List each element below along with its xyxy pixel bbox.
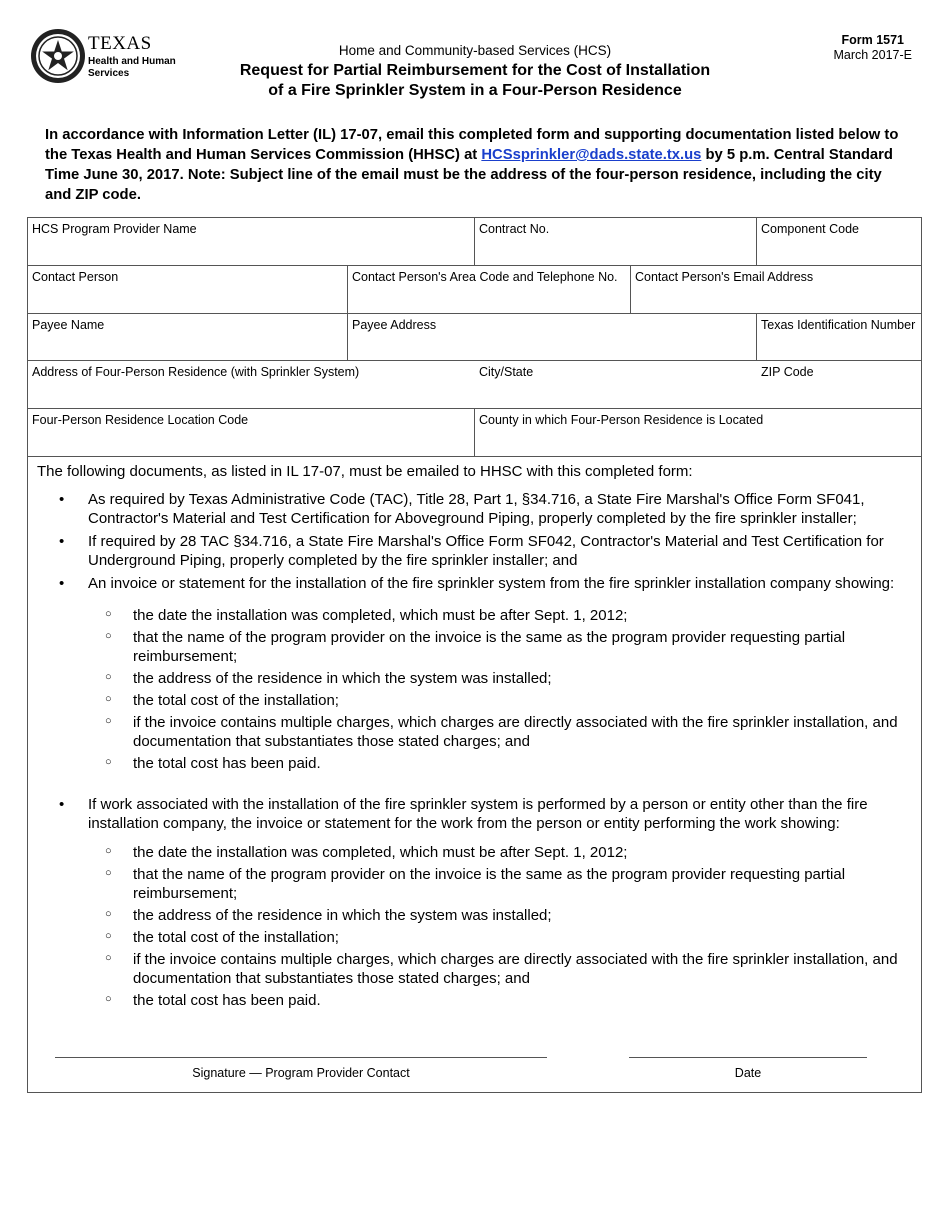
list-item bbox=[88, 843, 907, 862]
provider-name-field[interactable] bbox=[27, 217, 474, 265]
list-item bbox=[88, 906, 907, 925]
hhsc-email-link[interactable]: HCSsprinkler@dads.state.tx.us bbox=[481, 147, 702, 163]
requirement-text: the total cost has been paid. bbox=[133, 755, 321, 772]
requirement-text: the date the installation was completed, which must be after Sept. 1, 2012; bbox=[133, 607, 628, 624]
county-field[interactable] bbox=[474, 408, 922, 456]
payee-name-field[interactable] bbox=[27, 313, 347, 360]
instructions-text-1: In accordance with Information Letter (IL) 17-07, email this completed form and supporting documentation listed below to the Texas Health and Human Services Commission (HHSC) at bbox=[45, 127, 899, 163]
contact-email-label: Contact Person's Email Address bbox=[635, 270, 814, 284]
requirement-text: if the invoice contains multiple charges, which charges are directly associated with the fire sprinkler installation, and documentation that substantiates those stated charges; and bbox=[133, 951, 898, 987]
list-item bbox=[37, 795, 907, 1010]
circle-bullet-icon: ○ bbox=[105, 952, 112, 964]
list-item bbox=[37, 490, 907, 528]
list-item bbox=[37, 574, 907, 791]
list-item bbox=[88, 691, 907, 710]
bullet-icon: • bbox=[59, 796, 65, 813]
document-item-other-entity-invoice: If work associated with the installation of the fire sprinkler system is performed by a person or entity other than the fire installation company, the invoice or statement for the work from the person or entity performing the work showing: bbox=[88, 796, 868, 832]
list-item bbox=[88, 754, 907, 773]
requirement-text: the total cost of the installation; bbox=[133, 692, 339, 709]
circle-bullet-icon: ○ bbox=[105, 845, 112, 857]
requirement-text: the date the installation was completed, which must be after Sept. 1, 2012; bbox=[133, 844, 628, 861]
location-code-label: Four-Person Residence Location Code bbox=[32, 413, 249, 427]
contact-phone-field[interactable] bbox=[347, 265, 630, 313]
requirement-text: the address of the residence in which the system was installed; bbox=[133, 907, 552, 924]
document-item-sf042: If required by 28 TAC §34.716, a State Fire Marshal's Office Form SF042, Contractor's Material and Test Certification for Underground Piping, properly completed by the fire sprinkler installer; and bbox=[88, 533, 884, 569]
signature-label: Signature — Program Provider Contact bbox=[192, 1066, 410, 1080]
list-item bbox=[88, 669, 907, 688]
requirement-text: if the invoice contains multiple charges, which charges are directly associated with the fire sprinkler installation, and documentation that substantiates those stated charges; and bbox=[133, 714, 898, 750]
circle-bullet-icon: ○ bbox=[105, 630, 112, 642]
list-item bbox=[88, 713, 907, 751]
bullet-icon: • bbox=[59, 575, 65, 592]
contract-no-label: Contract No. bbox=[479, 222, 550, 236]
requirement-text: the total cost has been paid. bbox=[133, 992, 321, 1009]
list-item bbox=[88, 991, 907, 1010]
signature-field[interactable] bbox=[55, 1057, 547, 1058]
form-identifier bbox=[833, 33, 912, 63]
circle-bullet-icon: ○ bbox=[105, 930, 112, 942]
state-seal-icon bbox=[30, 28, 86, 84]
form-program-subtitle: Home and Community-based Services (HCS) bbox=[338, 43, 612, 58]
installer-invoice-requirements bbox=[88, 606, 907, 773]
texas-hhs-logo bbox=[30, 28, 180, 86]
submission-instructions bbox=[45, 125, 905, 205]
component-code-field[interactable] bbox=[756, 217, 922, 265]
bullet-icon: • bbox=[59, 533, 65, 550]
logo-wordmark: TEXAS bbox=[88, 33, 152, 54]
payee-name-label: Payee Name bbox=[32, 318, 105, 332]
circle-bullet-icon: ○ bbox=[105, 671, 112, 683]
residence-address-field[interactable] bbox=[27, 360, 474, 408]
circle-bullet-icon: ○ bbox=[105, 867, 112, 879]
list-item bbox=[88, 865, 907, 903]
form-date: March 2017-E bbox=[833, 48, 912, 62]
document-item-installer-invoice: An invoice or statement for the installation of the fire sprinkler system from the fire sprinkler installation company showing: bbox=[88, 575, 895, 592]
component-code-label: Component Code bbox=[761, 222, 859, 236]
requirement-text: that the name of the program provider on the invoice is the same as the program provider requesting partial reimbursement; bbox=[133, 629, 846, 665]
circle-bullet-icon: ○ bbox=[105, 993, 112, 1005]
zip-code-field[interactable] bbox=[756, 360, 922, 408]
residence-address-label: Address of Four-Person Residence (with Sprinkler System) bbox=[32, 365, 360, 379]
tin-field[interactable] bbox=[756, 313, 922, 360]
tin-label: Texas Identification Number bbox=[761, 318, 916, 332]
contact-person-label: Contact Person bbox=[32, 270, 119, 284]
provider-name-label: HCS Program Provider Name bbox=[32, 222, 197, 236]
other-entity-invoice-requirements bbox=[88, 843, 907, 1010]
location-code-field[interactable] bbox=[27, 408, 474, 456]
requirement-text: the total cost of the installation; bbox=[133, 929, 339, 946]
form-title-line1: Request for Partial Reimbursement for the Cost of Installation bbox=[239, 62, 711, 79]
grid-divider bbox=[27, 456, 922, 457]
instructions-text-2: by 5 p.m. Central Standard Time June 30, 2017. Note: Subject line of the email must be the address of the four-person residence, including the city and ZIP code. bbox=[45, 147, 893, 203]
form-title-line2: of a Fire Sprinkler System in a Four-Person Residence bbox=[268, 82, 682, 99]
circle-bullet-icon: ○ bbox=[105, 608, 112, 620]
list-item bbox=[88, 606, 907, 625]
city-state-field[interactable] bbox=[474, 360, 756, 408]
required-documents-list bbox=[37, 490, 907, 1014]
form-number: Form 1571 bbox=[841, 33, 904, 47]
document-item-sf041: As required by Texas Administrative Code (TAC), Title 28, Part 1, §34.716, a State Fire Marshal's Office Form SF041, Contractor's Material and Test Certification for Aboveground Piping, properly completed by the fire sprinkler installer; bbox=[88, 491, 865, 527]
bullet-icon: • bbox=[59, 491, 65, 508]
list-item bbox=[88, 950, 907, 988]
list-item bbox=[88, 628, 907, 666]
list-item bbox=[88, 928, 907, 947]
zip-code-label: ZIP Code bbox=[761, 365, 814, 379]
list-item bbox=[37, 532, 907, 570]
circle-bullet-icon: ○ bbox=[105, 756, 112, 768]
contact-email-field[interactable] bbox=[630, 265, 922, 313]
form-title bbox=[190, 61, 760, 101]
payee-address-label: Payee Address bbox=[352, 318, 437, 332]
date-field[interactable] bbox=[629, 1057, 867, 1058]
logo-subtitle: Health and Human Services bbox=[88, 56, 176, 79]
county-label: County in which Four-Person Residence is Located bbox=[479, 413, 764, 427]
documents-intro: The following documents, as listed in IL 17-07, must be emailed to HHSC with this completed form: bbox=[37, 463, 693, 480]
city-state-label: City/State bbox=[479, 365, 534, 379]
date-label: Date bbox=[734, 1066, 762, 1080]
payee-address-field[interactable] bbox=[347, 313, 756, 360]
contract-no-field[interactable] bbox=[474, 217, 756, 265]
circle-bullet-icon: ○ bbox=[105, 715, 112, 727]
requirement-text: that the name of the program provider on the invoice is the same as the program provider requesting partial reimbursement; bbox=[133, 866, 846, 902]
circle-bullet-icon: ○ bbox=[105, 693, 112, 705]
circle-bullet-icon: ○ bbox=[105, 908, 112, 920]
requirement-text: the address of the residence in which the system was installed; bbox=[133, 670, 552, 687]
contact-person-field[interactable] bbox=[27, 265, 347, 313]
contact-phone-label: Contact Person's Area Code and Telephone No. bbox=[352, 270, 618, 284]
